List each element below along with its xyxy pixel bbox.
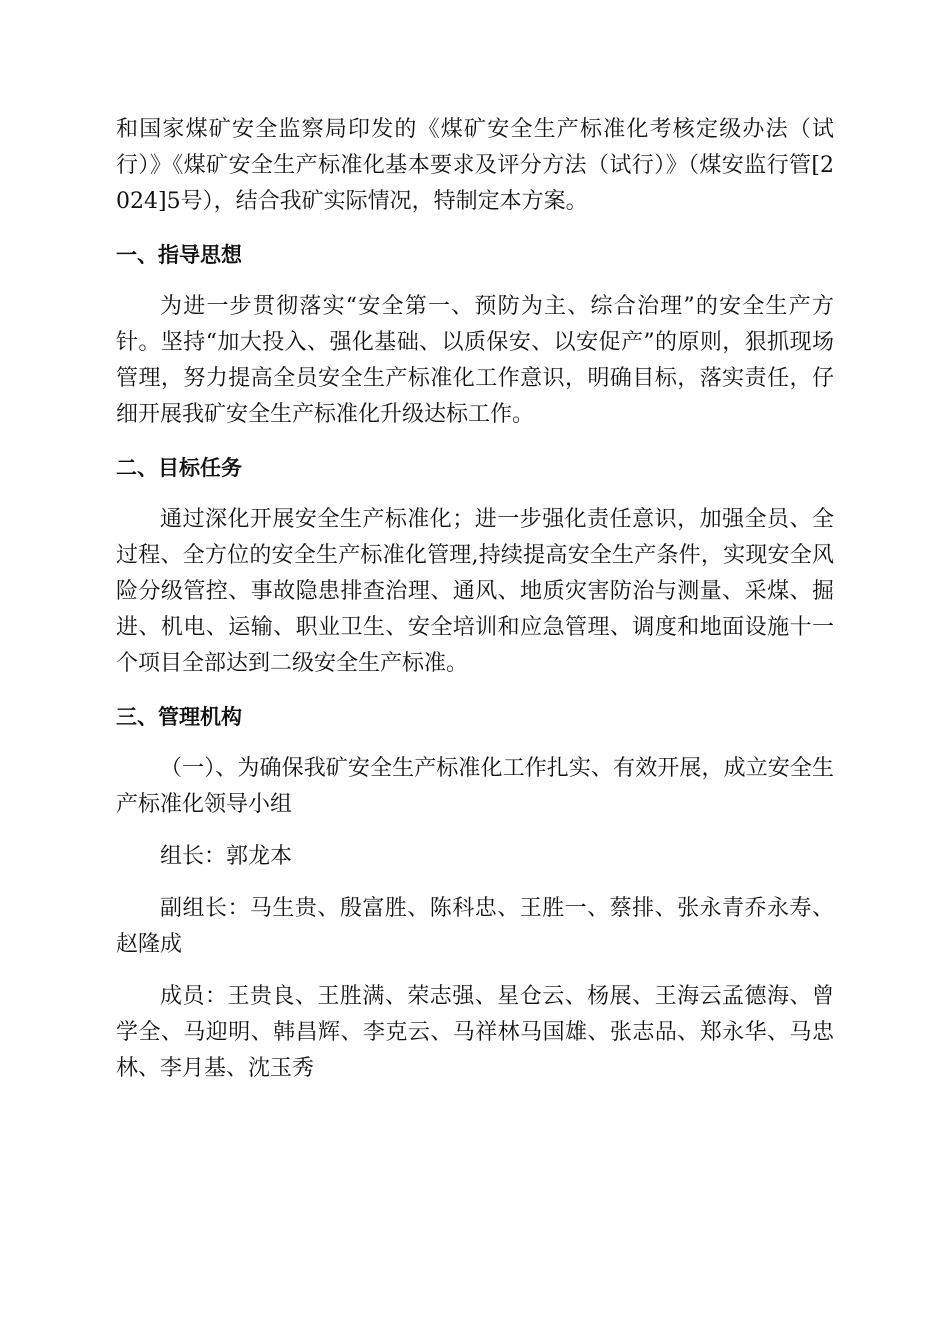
section-body-goals: 通过深化开展安全生产标准化；进一步强化责任意识，加强全员、全过程、全方位的安全生产标准化管理,持续提高安全生产条件，实现安全风险分级管控、事故隐患排查治理、通风、地质灾害防治与测量、采煤、掘进、机电、运输、职业卫生、安全培训和应急管理、调度和地面设施十一个项目全部达到二级安全生产标准。 [116, 507, 834, 676]
document-page [116, 112, 834, 1087]
section-heading-goals: 二、目标任务 [116, 456, 242, 480]
org-deputy-leaders: 副组长：马生贵、殷富胜、陈科忠、王胜一、蔡排、张永青乔永寿、赵隆成 [116, 896, 834, 957]
intro-paragraph: 和国家煤矿安全监察局印发的《煤矿安全生产标准化考核定级办法（试行）》《煤矿安全生产标准化基本要求及评分方法（试行）》（煤安监行管[2024]5号），结合我矿实际情况，特制定本方案。 [116, 117, 834, 214]
section-body-management: （一）、为确保我矿安全生产标准化工作扎实、有效开展，成立安全生产标准化领导小组 [116, 756, 834, 817]
section-body-guiding-ideology: 为进一步贯彻落实“安全第一、预防为主、综合治理”的安全生产方针。坚持“加大投入、强化基础、以质保安、以安促产”的原则，狠抓现场管理，努力提高全员安全生产标准化工作意识，明确目标，落实责任，仔细开展我矿安全生产标准化升级达标工作。 [116, 294, 834, 427]
org-leader: 组长：郭龙本 [160, 844, 293, 869]
section-heading-management: 三、管理机构 [116, 705, 242, 729]
section-heading-guiding-ideology: 一、指导思想 [116, 243, 242, 267]
org-members: 成员：王贵良、王胜满、荣志强、星仓云、杨展、王海云孟德海、曾学全、马迎明、韩昌辉、李克云、马祥林马国雄、张志品、郑永华、马忠林、李月基、沈玉秀 [116, 984, 834, 1081]
